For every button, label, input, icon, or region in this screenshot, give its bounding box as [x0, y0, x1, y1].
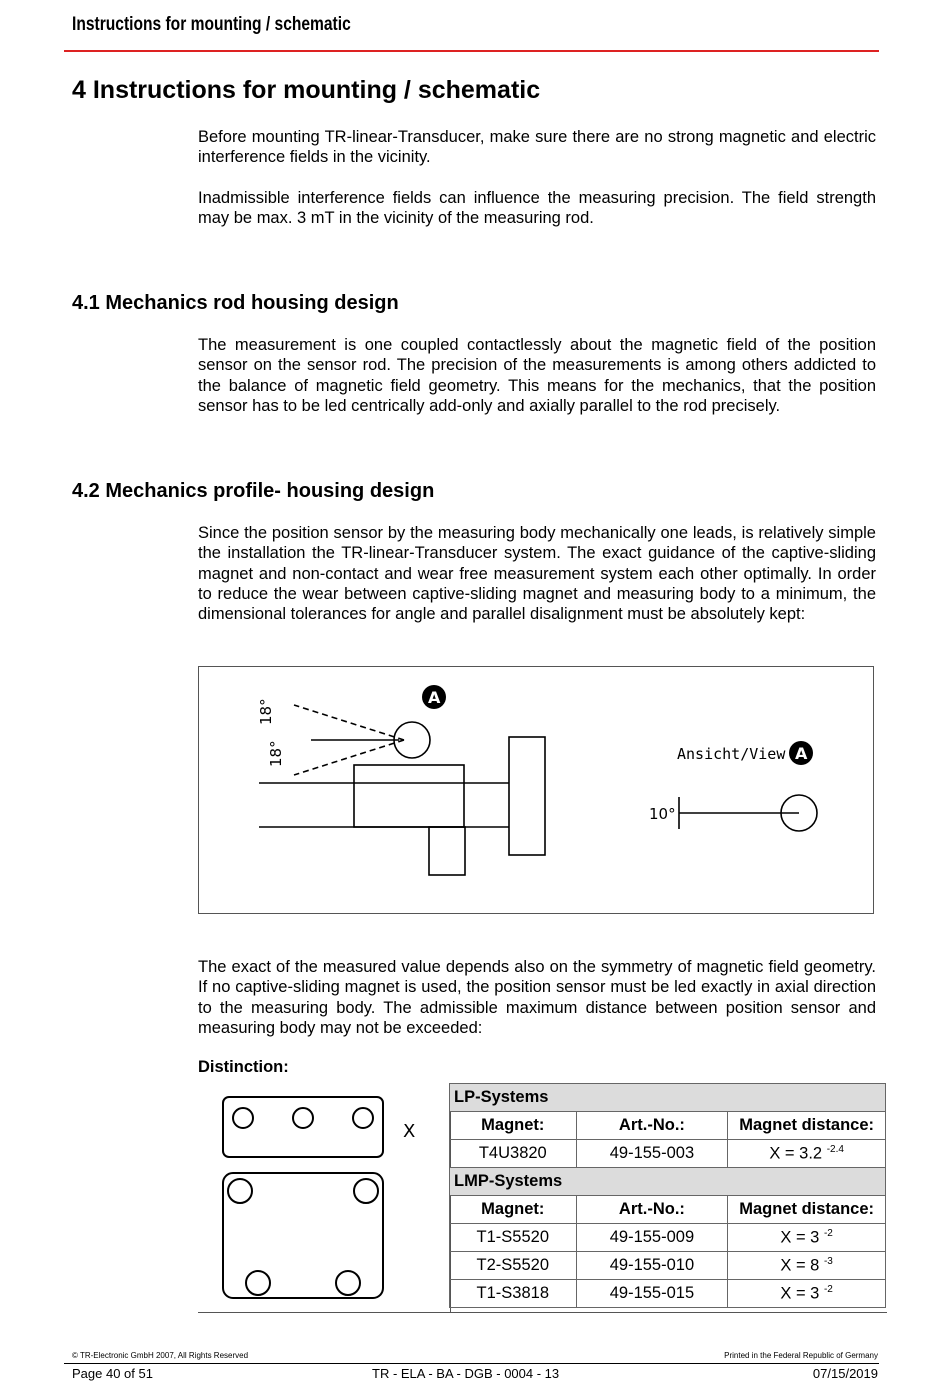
magnet-table — [449, 1083, 886, 1308]
view-label: Ansicht/View — [677, 745, 786, 763]
section-4-heading: 4 Instructions for mounting / schematic — [72, 76, 541, 104]
col-magnet: Magnet: — [450, 1112, 577, 1140]
magnet-table-block — [198, 1083, 887, 1313]
angle-label-view: 10° — [649, 805, 676, 823]
col-magnet: Magnet: — [450, 1196, 577, 1224]
intro-paragraph-1: Before mounting TR-linear-Transducer, make sure there are no strong magnetic and electric interference fields in the vicinity. — [198, 128, 876, 167]
marker-a: A — [428, 688, 441, 707]
marker-a-view: A — [795, 744, 808, 763]
col-art-no: Art.-No.: — [576, 1112, 728, 1140]
table-row: T2-S5520 49-155-010 X = 8 $^{-3}$ — [450, 1252, 886, 1280]
symmetry-paragraph: The exact of the measured value depends also on the symmetry of magnetic field geometry. If no captive-sliding magnet is used, the position sensor must be led exactly in axial direction to the measuring body. The admissible maximum distance between position sensor and measuring body may not be exceeded: — [198, 958, 876, 1037]
section-4-2-heading: 4.2 Mechanics profile- housing design — [72, 480, 435, 502]
mounting-schematic — [198, 666, 874, 914]
table-row: T1-S3818 49-155-015 X = 3 $^{-2}$ — [450, 1280, 886, 1308]
lmp-systems-header: LMP-Systems — [450, 1168, 886, 1196]
col-art-no: Art.-No.: — [576, 1196, 728, 1224]
x-dimension: X — [403, 1121, 416, 1142]
section-4-1-text: The measurement is one coupled contactlessly about the magnetic field of the position sensor on the sensor rod. The precision of the measurements is among others addicted to the balance of magnetic field geometry. This means for the mechanics, that the position sensor has to be led centrically add-only and axially parallel to the rod precisely. — [198, 336, 876, 415]
angle-label-upper: 18° — [257, 698, 275, 725]
footer-copyright: © TR-Electronic GmbH 2007, All Rights Reserved — [72, 1351, 249, 1360]
intro-paragraph-2: Inadmissible interference fields can influence the measuring precision. The field strength may be max. 3 mT in the vicinity of the measuring rod. — [198, 189, 876, 228]
table-row: T1-S5520 49-155-009 X = 3 $^{-2}$ — [450, 1224, 886, 1252]
lp-systems-header: LP-Systems — [450, 1084, 886, 1112]
magnet-drawing — [198, 1083, 451, 1312]
header-rule — [64, 50, 879, 52]
page-number: Page 40 of 51 — [72, 1366, 153, 1381]
angle-label-lower: 18° — [267, 740, 285, 767]
distinction-label: Distinction: — [198, 1058, 289, 1076]
footer-date: 07/15/2019 — [812, 1366, 878, 1381]
document-id: TR - ELA - BA - DGB - 0004 - 13 — [372, 1366, 560, 1381]
section-4-2-text: Since the position sensor by the measuring body mechanically one leads, is relatively simple the installation the TR-linear-Transducer system. The exact guidance of the captive-sliding magnet and non-contact and wear free measurement system each other optimally. In order to reduce the wear between captive-sliding magnet and measuring body to a minimum, the dimensional tolerances for angle and parallel disalignment must be absolutely kept: — [198, 524, 876, 624]
col-magnet-distance: Magnet distance: — [728, 1196, 886, 1224]
footer-printed: Printed in the Federal Republic of Germany — [724, 1351, 878, 1360]
mounting-drawing — [199, 667, 873, 913]
running-header: Instructions for mounting / schematic — [72, 14, 351, 35]
col-magnet-distance: Magnet distance: — [728, 1112, 886, 1140]
footer-rule — [64, 1363, 879, 1364]
section-4-1-heading: 4.1 Mechanics rod housing design — [72, 292, 399, 314]
table-row: T4U3820 49-155-003 X = 3.2 $^{-2.4}$ — [450, 1140, 886, 1168]
